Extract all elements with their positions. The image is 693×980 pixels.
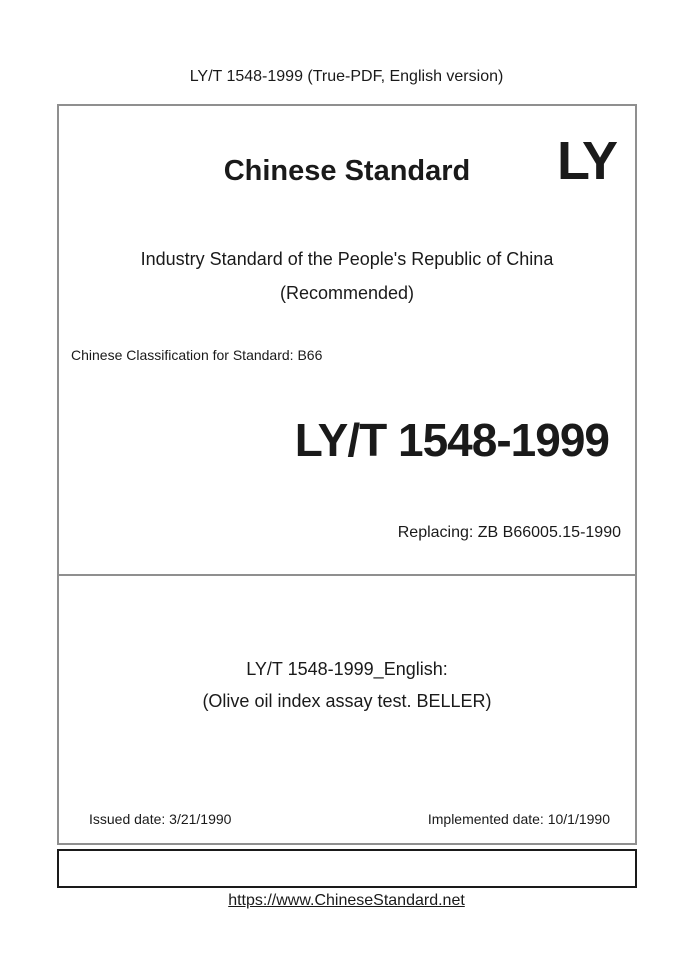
footer-info-box xyxy=(57,849,637,888)
standard-body-logo: LY xyxy=(556,131,615,191)
english-title-line1: LY/T 1548-1999_English: xyxy=(246,659,448,679)
org-statement-line2: (Recommended) xyxy=(279,283,415,303)
website-link[interactable]: https://www.ChineseStandard.net xyxy=(228,892,465,909)
classification-code: Chinese Classification for Standard: B66 xyxy=(71,347,323,363)
page-header-title: LY/T 1548-1999 (True-PDF, English version) xyxy=(189,68,504,85)
section-divider xyxy=(57,574,637,576)
english-title-line2: (Olive oil index assay test. BELLER) xyxy=(202,691,492,711)
cover-box xyxy=(57,104,637,845)
implemented-date: Implemented date: 10/1/1990 xyxy=(427,811,610,827)
dates-row xyxy=(89,810,610,828)
footer xyxy=(0,891,693,911)
cover-title: Chinese Standard xyxy=(223,155,471,187)
standard-number: LY/T 1548-1999 xyxy=(294,414,609,466)
issued-date: Issued date: 3/21/1990 xyxy=(89,811,232,827)
replacing-note: Replacing: ZB B66005.15-1990 xyxy=(397,524,621,541)
org-statement-line1: Industry Standard of the People's Republic of China xyxy=(140,249,554,269)
